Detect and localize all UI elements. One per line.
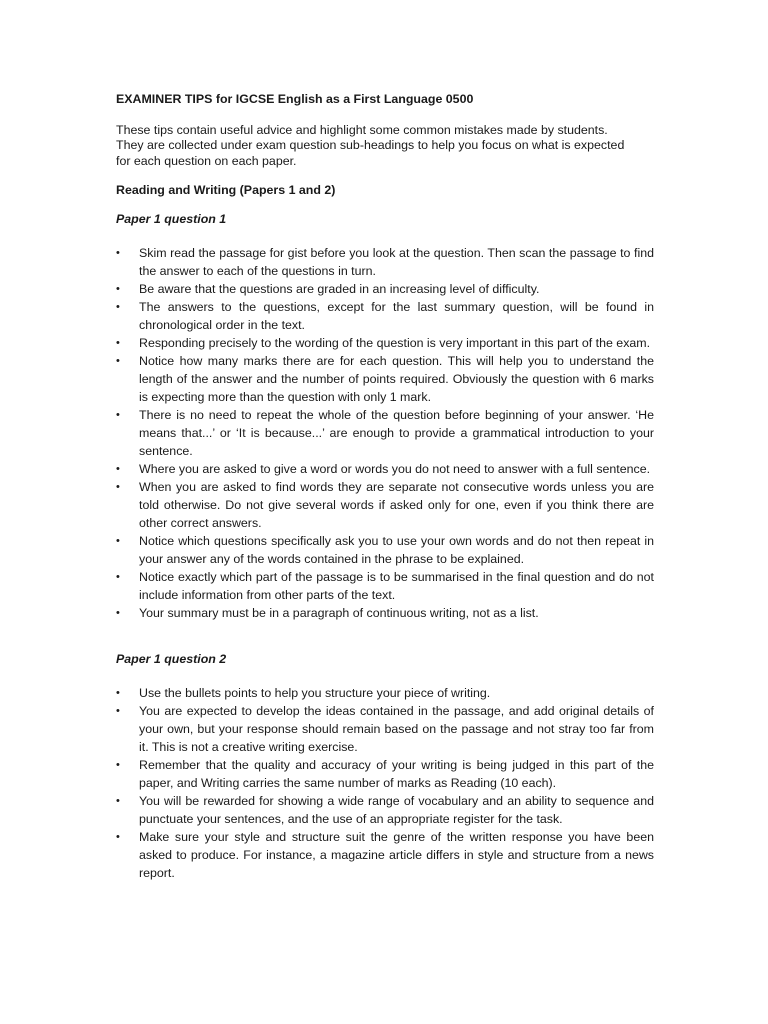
document-page [116,92,654,882]
tip-item [116,406,654,460]
bullet-icon: • [116,795,120,808]
bullet-icon: • [116,301,120,314]
tip-item [116,478,654,532]
question-1-tip-list [116,244,654,622]
bullet-icon: • [116,463,120,476]
tip-text: There is no need to repeat the whole of the question before beginning of your answer. ‘He means that...’ or ‘It is because...’ are enough to provide a grammatical introduction to your sentence. [139,408,654,459]
tip-item [116,604,654,622]
intro-line: These tips contain useful advice and highlight some common mistakes made by students. [116,123,608,137]
tip-item [116,280,654,298]
bullet-icon: • [116,535,120,548]
bullet-icon: • [116,571,120,584]
question-1-heading: Paper 1 question 1 [116,211,227,226]
tip-text: Notice exactly which part of the passage is to be summarised in the final question and do not include information from other parts of the text. [139,570,654,603]
tip-text: Remember that the quality and accuracy of your writing is being judged in this part of the paper, and Writing carries the same number of marks as Reading (10 each). [139,758,654,791]
tip-text: You are expected to develop the ideas contained in the passage, and add original details of your own, but your response should remain based on the passage and not stray too far from it. This is not a creative writing exercise. [139,704,654,755]
tip-text: Be aware that the questions are graded in an increasing level of difficulty. [139,282,540,297]
tip-item [116,828,654,882]
bullet-icon: • [116,607,120,620]
tip-item [116,792,654,828]
tip-item [116,244,654,280]
section-heading: Reading and Writing (Papers 1 and 2) [116,183,336,198]
tip-text: You will be rewarded for showing a wide range of vocabulary and an ability to sequence and punctuate your sentences, and the use of an appropriate register for the task. [139,794,654,827]
bullet-icon: • [116,831,120,844]
intro-paragraph [116,123,654,169]
bullet-icon: • [116,409,120,422]
tip-item [116,334,654,352]
question-2-heading: Paper 1 question 2 [116,652,227,667]
tip-text: When you are asked to find words they are separate not consecutive words unless you are told otherwise. Do not give several words if asked only for one, even if you think there are other correct answers. [139,480,654,531]
tip-text: Make sure your style and structure suit the genre of the written response you have been asked to produce. For instance, a magazine article differs in style and structure from a news report. [139,830,654,881]
tip-text: Notice which questions specifically ask you to use your own words and do not then repeat in your answer any of the words contained in the phrase to be explained. [139,534,654,567]
intro-line: They are collected under exam question sub-headings to help you focus on what is expected [116,138,625,153]
intro-line: for each question on each paper. [116,153,297,168]
bullet-icon: • [116,247,120,260]
tip-text: Notice how many marks there are for each question. This will help you to understand the length of the answer and the number of points required. Obviously the question with 6 marks is expecting more than the question with only 1 mark. [139,354,654,405]
tip-text: Responding precisely to the wording of the question is very important in this part of the exam. [139,336,651,351]
bullet-icon: • [116,759,120,772]
tip-item [116,352,654,406]
tip-item [116,568,654,604]
tip-text: Skim read the passage for gist before you look at the question. Then scan the passage to find the answer to each of the questions in turn. [139,246,654,279]
bullet-icon: • [116,481,120,494]
tip-text: Your summary must be in a paragraph of continuous writing, not as a list. [139,606,539,621]
bullet-icon: • [116,283,120,296]
tip-text: The answers to the questions, except for the last summary question, will be found in chronological order in the text. [139,300,654,333]
tip-item [116,702,654,756]
tip-item [116,756,654,792]
tip-text: Where you are asked to give a word or words you do not need to answer with a full sentence. [139,462,651,477]
bullet-icon: • [116,705,120,718]
document-title: EXAMINER TIPS for IGCSE English as a First Language 0500 [116,92,474,106]
bullet-icon: • [116,687,120,700]
tip-item [116,298,654,334]
bullet-icon: • [116,355,120,368]
tip-item [116,684,654,702]
tip-text: Use the bullets points to help you structure your piece of writing. [139,686,491,701]
tip-item [116,532,654,568]
bullet-icon: • [116,337,120,350]
question-2-tip-list [116,684,654,882]
tip-item [116,460,654,478]
